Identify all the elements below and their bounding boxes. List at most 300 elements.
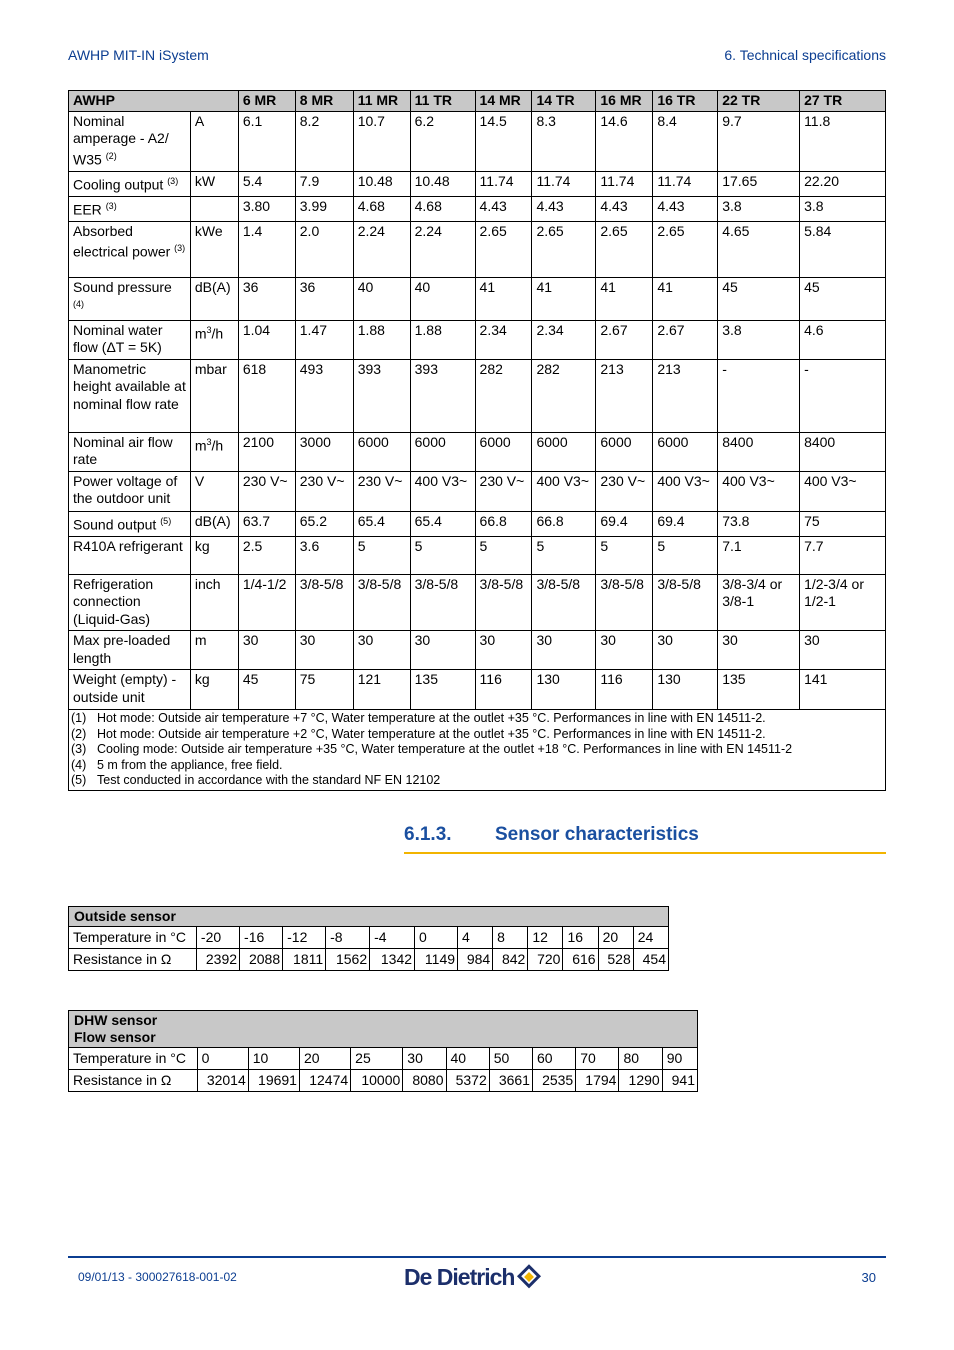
row-label — [69, 320, 191, 359]
resistance-cell: 19691 — [248, 1070, 299, 1092]
footnote-text: Hot mode: Outside air temperature +2 °C, Water temperature at the outlet +35 °C. Performances in line with EN 14511-2. — [97, 726, 766, 741]
row-label — [69, 221, 191, 277]
table-cell: 2.65 — [532, 221, 596, 277]
table-cell: 400 V3~ — [718, 471, 800, 511]
footnote — [71, 727, 883, 743]
table-cell: 393 — [410, 359, 475, 432]
resistance-cell: 12474 — [299, 1070, 350, 1092]
temperature-cell: 10 — [248, 1048, 299, 1070]
table-cell: 2.0 — [295, 221, 353, 277]
footnote — [71, 711, 883, 727]
table-row — [69, 949, 669, 971]
resistance-cell: 1811 — [283, 949, 326, 971]
temperature-cell: 0 — [197, 1048, 248, 1070]
table-row — [69, 927, 669, 949]
unit-text: m — [194, 632, 207, 649]
table-cell: 3/8-5/8 — [653, 574, 718, 631]
resistance-cell: 616 — [563, 949, 598, 971]
footnote-text: Hot mode: Outside air temperature +7 °C, Water temperature at the outlet +35 °C. Performances in line with EN 14511-2. — [97, 711, 766, 726]
table-cell: 65.4 — [353, 511, 410, 536]
table-row — [69, 171, 886, 196]
table-cell: - — [718, 359, 800, 432]
table-cell: 65.4 — [410, 511, 475, 536]
table-row — [69, 631, 886, 670]
table-cell: 10.7 — [353, 111, 410, 171]
temperature-cell: 25 — [351, 1048, 403, 1070]
footnotes — [69, 710, 886, 791]
temperature-cell: 40 — [446, 1048, 489, 1070]
spec-col-header: 14 MR — [475, 91, 532, 112]
table-cell: 11.74 — [596, 171, 653, 196]
table-cell: 14.5 — [475, 111, 532, 171]
table-cell: 75 — [295, 670, 353, 710]
table-cell: 213 — [596, 359, 653, 432]
table-cell: 30 — [596, 631, 653, 670]
table-cell: 3/8-3/4 or 3/8-1 — [718, 574, 800, 631]
table-row — [69, 111, 886, 171]
table-cell: 6000 — [353, 432, 410, 471]
row-label-text: Max pre-loaded length — [73, 632, 171, 666]
resistance-cell: 842 — [493, 949, 528, 971]
spec-col-header: 11 TR — [410, 91, 475, 112]
table-cell: 282 — [475, 359, 532, 432]
table-cell: 5.4 — [238, 171, 295, 196]
footnote-ref: (5) — [160, 515, 172, 526]
footnote-number: (5) — [71, 773, 87, 788]
unit-text: A — [194, 112, 205, 129]
table-cell: 10.48 — [353, 171, 410, 196]
table-row — [69, 432, 886, 471]
table-cell: 3.99 — [295, 196, 353, 221]
table-cell: - — [800, 359, 886, 432]
table-cell: 30 — [653, 631, 718, 670]
table-row — [69, 320, 886, 359]
section-heading — [404, 822, 886, 854]
table-cell: 45 — [718, 277, 800, 320]
row-label-text: Manometric height available at nominal flow rate — [73, 360, 186, 412]
row-label — [69, 631, 191, 670]
table-cell: 22.20 — [800, 171, 886, 196]
table-cell: 1.88 — [353, 320, 410, 359]
row-label-text: EER — [73, 201, 102, 218]
row-unit — [190, 670, 238, 710]
resistance-cell: 1562 — [326, 949, 370, 971]
table-cell: 1.4 — [238, 221, 295, 277]
spec-col-header: 11 MR — [353, 91, 410, 112]
table-cell: 4.43 — [596, 196, 653, 221]
table-cell: 5 — [653, 536, 718, 574]
table-cell: 3.8 — [718, 320, 800, 359]
table-cell: 2.24 — [410, 221, 475, 277]
table-cell: 36 — [295, 277, 353, 320]
table-cell: 121 — [353, 670, 410, 710]
table-cell: 4.43 — [653, 196, 718, 221]
resistance-cell: 32014 — [197, 1070, 248, 1092]
temperature-cell: 80 — [619, 1048, 662, 1070]
table-cell: 6000 — [532, 432, 596, 471]
outside-sensor-header: Outside sensor — [69, 907, 669, 927]
table-cell: 36 — [238, 277, 295, 320]
temperature-cell: 12 — [528, 927, 563, 949]
table-cell: 400 V3~ — [410, 471, 475, 511]
temperature-cell: 30 — [403, 1048, 446, 1070]
row-unit — [190, 277, 238, 320]
table-cell: 3.6 — [295, 536, 353, 574]
table-cell: 3.8 — [800, 196, 886, 221]
footnote — [71, 742, 883, 758]
row-label — [69, 471, 191, 511]
dhw-sensor-header — [69, 1011, 698, 1048]
table-cell: 2.65 — [596, 221, 653, 277]
spec-col-header: 16 TR — [653, 91, 718, 112]
footnote-number: (2) — [71, 726, 87, 741]
spec-col-header: 8 MR — [295, 91, 353, 112]
resistance-cell: 2088 — [240, 949, 283, 971]
row-unit — [190, 196, 238, 221]
table-cell: 8.4 — [653, 111, 718, 171]
table-row — [69, 670, 886, 710]
table-cell: 41 — [532, 277, 596, 320]
table-cell: 230 V~ — [295, 471, 353, 511]
spec-col-header: 27 TR — [800, 91, 886, 112]
table-cell: 130 — [532, 670, 596, 710]
footnote-text: Cooling mode: Outside air temperature +35 °C, Water temperature at the outlet +18 °C. Performances in line with EN 14511-2 — [97, 742, 793, 757]
row-label-text: Nominal amperage - A2/ W35 — [73, 112, 169, 168]
table-cell: 6.1 — [238, 111, 295, 171]
row-unit — [190, 320, 238, 359]
footnote — [71, 758, 883, 774]
temperature-cell: -12 — [283, 927, 326, 949]
temperature-cell: 60 — [532, 1048, 575, 1070]
footnote — [71, 773, 883, 789]
table-cell: 8.3 — [532, 111, 596, 171]
table-row — [69, 471, 886, 511]
row-label — [69, 196, 191, 221]
table-row — [69, 221, 886, 277]
table-cell: 3/8-5/8 — [295, 574, 353, 631]
logo-wordmark: De Dietrich — [404, 1263, 515, 1290]
table-cell: 6000 — [653, 432, 718, 471]
document-reference: 09/01/13 - 300027618-001-02 — [78, 1270, 237, 1284]
table-cell: 230 V~ — [596, 471, 653, 511]
resistance-cell: 454 — [633, 949, 668, 971]
table-cell: 4.6 — [800, 320, 886, 359]
table-cell: 11.8 — [800, 111, 886, 171]
table-cell: 17.65 — [718, 171, 800, 196]
table-cell: 4.68 — [353, 196, 410, 221]
table-cell: 40 — [410, 277, 475, 320]
row-label — [69, 574, 191, 631]
table-cell: 3000 — [295, 432, 353, 471]
table-cell: 213 — [653, 359, 718, 432]
footnote-text: Test conducted in accordance with the standard NF EN 12102 — [97, 773, 441, 788]
resistance-cell: 1794 — [576, 1070, 619, 1092]
unit-text: m — [194, 325, 207, 342]
running-header-left: AWHP MIT-IN iSystem — [68, 47, 209, 63]
table-cell: 45 — [800, 277, 886, 320]
table-cell: 618 — [238, 359, 295, 432]
section-title: Sensor characteristics — [495, 824, 699, 845]
table-cell: 2.67 — [653, 320, 718, 359]
table-cell: 282 — [532, 359, 596, 432]
dhw-sensor-title: DHW sensor — [74, 1012, 158, 1028]
table-cell: 69.4 — [596, 511, 653, 536]
table-cell: 30 — [295, 631, 353, 670]
table-cell: 30 — [800, 631, 886, 670]
resistance-cell: 8080 — [403, 1070, 446, 1092]
unit-exponent: 3 — [206, 436, 212, 447]
temperature-cell: 0 — [415, 927, 458, 949]
unit-exponent: 3 — [206, 324, 212, 335]
row-label-text: Nominal air flow rate — [73, 433, 173, 468]
table-cell: 4.43 — [532, 196, 596, 221]
row-label-text: Sound pressure — [73, 278, 172, 295]
table-cell: 1.47 — [295, 320, 353, 359]
row-label-text: Refrigeration connection (Liquid-Gas) — [73, 575, 154, 627]
footnote-ref: (3) — [167, 175, 179, 186]
flow-sensor-title: Flow sensor — [74, 1029, 156, 1045]
row-unit — [190, 171, 238, 196]
temperature-cell: 90 — [662, 1048, 697, 1070]
table-row — [69, 1070, 698, 1092]
table-cell: 9.7 — [718, 111, 800, 171]
footnote-text: 5 m from the appliance, free field. — [97, 757, 283, 772]
page-number: 30 — [861, 1270, 876, 1285]
row-label-text: Weight (empty) - outside unit — [73, 671, 177, 705]
row-label-text: Cooling output — [73, 176, 164, 193]
temperature-cell: 8 — [493, 927, 528, 949]
table-cell: 3/8-5/8 — [410, 574, 475, 631]
unit-text: kW — [194, 172, 216, 189]
table-cell: 6000 — [596, 432, 653, 471]
table-cell: 3/8-5/8 — [532, 574, 596, 631]
table-cell: 2.34 — [532, 320, 596, 359]
spec-header-row — [69, 91, 886, 112]
row-label: Resistance in Ω — [69, 1070, 198, 1092]
running-header-right: 6. Technical specifications — [724, 47, 886, 63]
table-row — [69, 574, 886, 631]
row-unit — [190, 631, 238, 670]
temperature-cell: 20 — [598, 927, 633, 949]
footnote-ref: (4) — [73, 299, 84, 310]
table-cell: 40 — [353, 277, 410, 320]
table-cell: 5 — [410, 536, 475, 574]
table-cell: 66.8 — [475, 511, 532, 536]
table-cell: 141 — [800, 670, 886, 710]
resistance-cell: 1290 — [619, 1070, 662, 1092]
table-cell: 116 — [475, 670, 532, 710]
row-label: Resistance in Ω — [69, 949, 197, 971]
table-row — [69, 277, 886, 320]
outside-sensor-table — [68, 906, 669, 971]
table-cell: 400 V3~ — [532, 471, 596, 511]
row-label-text: Nominal water flow (ΔT = 5K) — [73, 321, 163, 356]
table-cell: 65.2 — [295, 511, 353, 536]
table-cell: 1/4-1/2 — [238, 574, 295, 631]
unit-text: V — [194, 472, 205, 489]
table-cell: 3/8-5/8 — [353, 574, 410, 631]
table-cell: 1.88 — [410, 320, 475, 359]
unit-suffix: /h — [211, 325, 224, 342]
row-label — [69, 536, 191, 574]
table-cell: 1.04 — [238, 320, 295, 359]
table-row — [69, 511, 886, 536]
table-cell: 5 — [596, 536, 653, 574]
row-label: Temperature in °C — [69, 1048, 198, 1070]
table-cell: 400 V3~ — [653, 471, 718, 511]
table-cell: 3.80 — [238, 196, 295, 221]
table-cell: 5 — [532, 536, 596, 574]
spec-col-header: 16 MR — [596, 91, 653, 112]
table-row — [69, 359, 886, 432]
resistance-cell: 941 — [662, 1070, 697, 1092]
table-cell: 6000 — [475, 432, 532, 471]
row-label-text: R410A refrigerant — [73, 537, 183, 554]
row-unit — [190, 111, 238, 171]
resistance-cell: 528 — [598, 949, 633, 971]
unit-text: kWe — [194, 222, 223, 239]
temperature-cell: 24 — [633, 927, 668, 949]
table-cell: 14.6 — [596, 111, 653, 171]
footnote-ref: (3) — [174, 243, 186, 254]
spec-col-header: 6 MR — [238, 91, 295, 112]
footnote-ref: (2) — [105, 150, 117, 161]
table-cell: 11.74 — [653, 171, 718, 196]
table-cell: 116 — [596, 670, 653, 710]
table-cell: 2100 — [238, 432, 295, 471]
table-row — [69, 1048, 698, 1070]
table-cell: 2.24 — [353, 221, 410, 277]
table-cell: 135 — [410, 670, 475, 710]
row-label — [69, 111, 191, 171]
table-cell: 5 — [353, 536, 410, 574]
unit-text: kg — [194, 671, 210, 688]
row-unit — [190, 511, 238, 536]
resistance-cell: 1149 — [415, 949, 458, 971]
table-cell: 400 V3~ — [800, 471, 886, 511]
footer-rule — [68, 1256, 886, 1258]
table-row — [69, 196, 886, 221]
temperature-cell: -20 — [196, 927, 239, 949]
temperature-cell: -4 — [370, 927, 415, 949]
table-cell: 2.65 — [475, 221, 532, 277]
table-cell: 30 — [410, 631, 475, 670]
table-cell: 30 — [475, 631, 532, 670]
table-cell: 41 — [653, 277, 718, 320]
table-cell: 2.65 — [653, 221, 718, 277]
row-label: Temperature in °C — [69, 927, 197, 949]
resistance-cell: 2535 — [532, 1070, 575, 1092]
diamond-logo-icon — [514, 1262, 544, 1292]
section-number: 6.1.3. — [404, 824, 452, 845]
unit-text: m — [194, 437, 207, 454]
table-cell: 1/2-3/4 or 1/2-1 — [800, 574, 886, 631]
temperature-cell: 70 — [576, 1048, 619, 1070]
row-unit — [190, 471, 238, 511]
unit-text: dB(A) — [194, 278, 231, 295]
table-row — [69, 536, 886, 574]
row-unit — [190, 432, 238, 471]
table-cell: 230 V~ — [353, 471, 410, 511]
row-unit — [190, 359, 238, 432]
temperature-cell: -16 — [240, 927, 283, 949]
table-cell: 69.4 — [653, 511, 718, 536]
resistance-cell: 10000 — [351, 1070, 403, 1092]
footnote-number: (3) — [71, 742, 87, 757]
resistance-cell: 984 — [458, 949, 493, 971]
table-cell: 7.1 — [718, 536, 800, 574]
row-label — [69, 511, 191, 536]
table-cell: 7.7 — [800, 536, 886, 574]
dhw-sensor-table — [68, 1010, 698, 1092]
awhp-spec-table — [68, 90, 886, 791]
table-cell: 3/8-5/8 — [475, 574, 532, 631]
table-cell: 4.65 — [718, 221, 800, 277]
table-cell: 7.9 — [295, 171, 353, 196]
table-cell: 8.2 — [295, 111, 353, 171]
row-label — [69, 171, 191, 196]
row-label — [69, 432, 191, 471]
resistance-cell: 5372 — [446, 1070, 489, 1092]
table-cell: 30 — [718, 631, 800, 670]
table-cell: 5.84 — [800, 221, 886, 277]
table-cell: 11.74 — [532, 171, 596, 196]
row-label-text: Sound output — [73, 516, 157, 533]
table-cell: 8400 — [718, 432, 800, 471]
resistance-cell: 1342 — [370, 949, 415, 971]
table-cell: 45 — [238, 670, 295, 710]
temperature-cell: 20 — [299, 1048, 350, 1070]
row-label — [69, 359, 191, 432]
table-cell: 30 — [238, 631, 295, 670]
footnote-number: (1) — [71, 711, 87, 726]
temperature-cell: -8 — [326, 927, 370, 949]
table-cell: 30 — [532, 631, 596, 670]
temperature-cell: 16 — [563, 927, 598, 949]
table-cell: 2.34 — [475, 320, 532, 359]
table-cell: 130 — [653, 670, 718, 710]
row-label — [69, 277, 191, 320]
table-cell: 66.8 — [532, 511, 596, 536]
footnote-number: (4) — [71, 757, 87, 772]
table-cell: 4.68 — [410, 196, 475, 221]
table-cell: 6.2 — [410, 111, 475, 171]
table-cell: 230 V~ — [475, 471, 532, 511]
unit-text: inch — [194, 575, 221, 592]
table-cell: 75 — [800, 511, 886, 536]
spec-col-header: 22 TR — [718, 91, 800, 112]
table-cell: 6000 — [410, 432, 475, 471]
unit-text: mbar — [194, 360, 227, 377]
spec-col-header: AWHP — [69, 91, 239, 112]
spec-col-header: 14 TR — [532, 91, 596, 112]
row-unit — [190, 536, 238, 574]
footnote-ref: (3) — [105, 200, 117, 211]
table-cell: 10.48 — [410, 171, 475, 196]
table-cell: 493 — [295, 359, 353, 432]
temperature-cell: 50 — [489, 1048, 532, 1070]
table-cell: 4.43 — [475, 196, 532, 221]
table-cell: 2.5 — [238, 536, 295, 574]
table-cell: 2.67 — [596, 320, 653, 359]
table-cell: 135 — [718, 670, 800, 710]
footnotes-row — [69, 710, 886, 791]
temperature-cell: 4 — [458, 927, 493, 949]
brand-logo — [404, 1262, 544, 1292]
table-cell: 63.7 — [238, 511, 295, 536]
resistance-cell: 3661 — [489, 1070, 532, 1092]
table-cell: 393 — [353, 359, 410, 432]
